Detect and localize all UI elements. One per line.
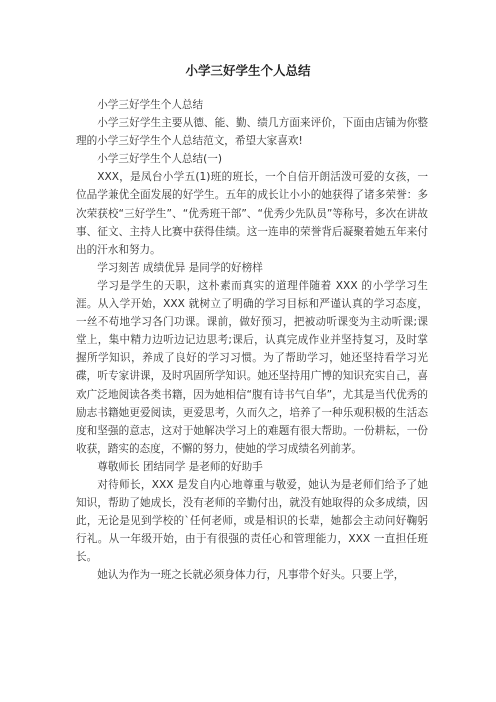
paragraph-body: XXX，是凤台小学五(1)班的班长，一个自信开朗活泼可爱的女孩，一位品学兼优全面发展的好学生。五年的成长让小小的她获得了诸多荣誉：多次荣获校“三好学生”、“优秀班干部”、“优秀少先队员”等称号，多次在讲故事、征文、主持人比赛中获得佳绩。这一连串的荣誉背后凝聚着她五年来付出的汗水和努力。 [76,171,428,256]
paragraph-intro: 小学三好学生主要从德、能、勤、绩几方面来评价，下面由店铺为你整理的小学三好学生个人总结范文，希望大家喜欢! [76,117,428,148]
paragraph-subheading: 学习刻苦 成绩优异 是同学的好榜样 [97,261,263,274]
paragraph-body: 她认为作为一班之长就必须身体力行，凡事带个好头。只要上学， [97,569,405,582]
paragraph-section-heading: 小学三好学生个人总结(一) [97,153,222,166]
paragraph-body: 对待师长，XXX 是发自内心地尊重与敬爱，她认为是老师们给予了她知识，帮助了她成长，没有老师的辛勤付出，就没有她取得的众多成绩，因此，无论是见到学校的`任何老师，或是相识的长辈，她都会主动问好鞠躬行礼。从一年级开始，由于有很强的责任心和管理能力，XXX 一直担任班长。 [76,478,428,564]
document-body [76,96,428,585]
paragraph-subtitle: 小学三好学生个人总结 [97,99,204,111]
paragraph-body: 学习是学生的天职，这朴素而真实的道理伴随着 XXX 的小学学习生涯。从入学开始，XXX 就树立了明确的学习目标和严谨认真的学习态度，一丝不苟地学习各门功课。课前，做好预习，把被动听课变为主动听课;课堂上，集中精力边听边记边思考;课后，认真完成作业并坚持复习，及时掌握所学知识，养成了良好的学习习惯。为了帮助学习，她还坚持看学习光碟，听专家讲课，及时巩固所学知识。她还坚持用广博的知识充实自己，喜欢广泛地阅读各类书籍，因为她相信“腹有诗书气自华”，尤其是当代优秀的励志书籍她更爱阅读，更爱思考，久而久之，培养了一种乐观积极的生活态度和坚强的意志，这对于她解决学习上的难题有很大帮助。一份耕耘，一份收获，踏实的态度，不懈的努力，使她的学习成绩名列前茅。 [76,279,428,455]
paragraph-subheading: 尊敬师长 团结同学 是老师的好助手 [97,460,263,473]
document-title: 小学三好学生个人总结 [185,63,311,78]
